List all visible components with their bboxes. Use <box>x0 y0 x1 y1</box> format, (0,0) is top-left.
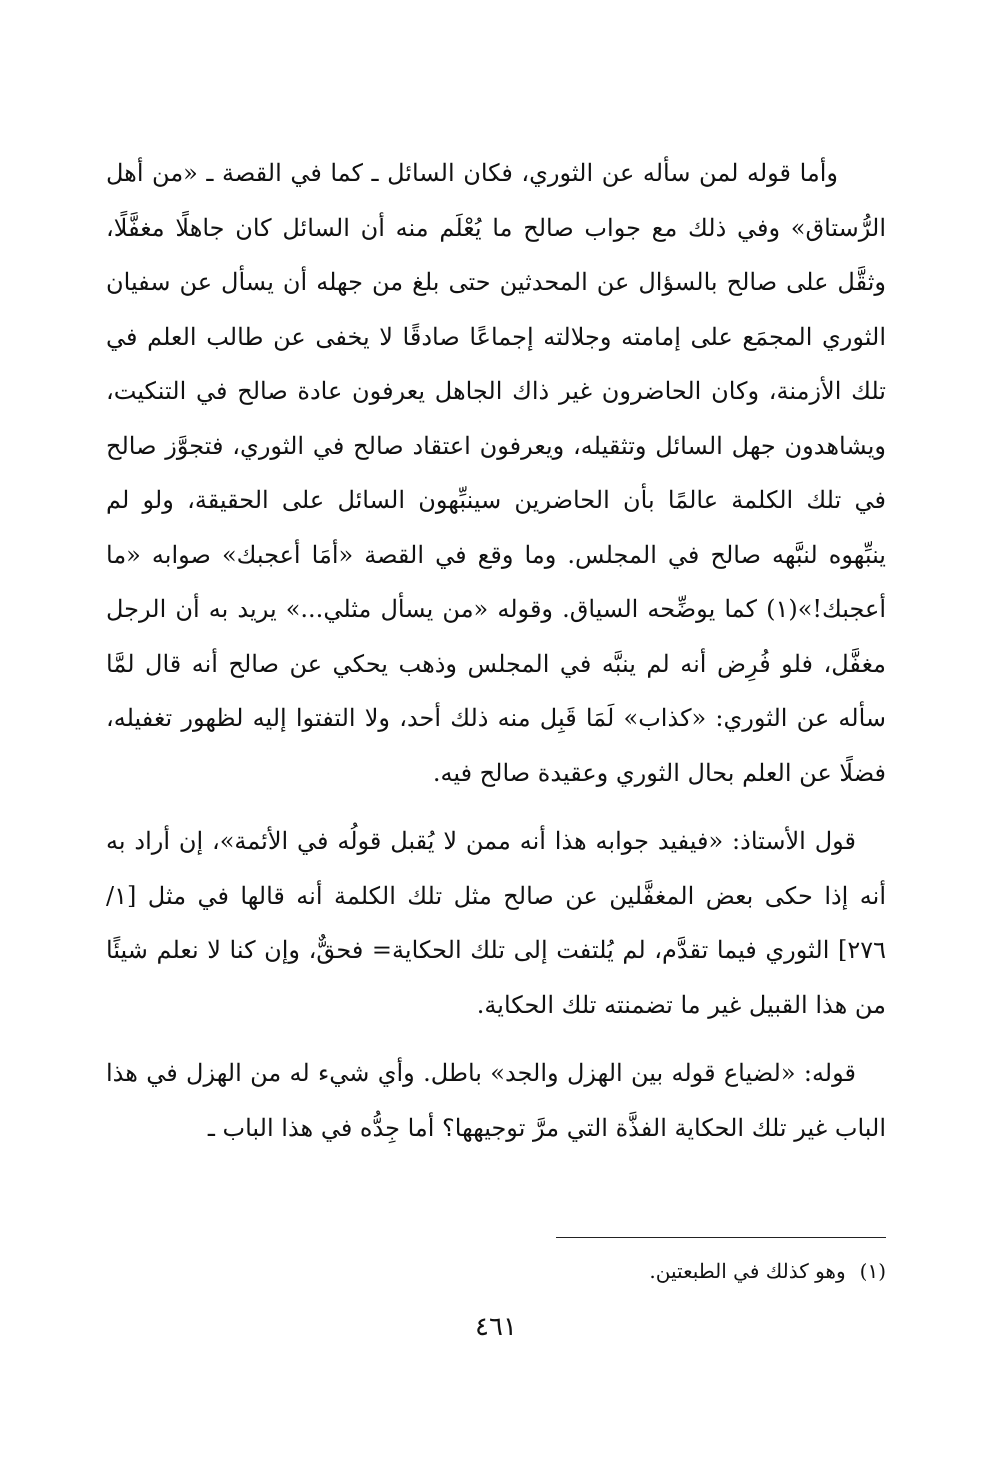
paragraph-3: قوله: «لضياع قوله بين الهزل والجد» باطل. وأي شيء له من الهزل في هذا الباب غير تلك الحكاية الفذَّة التي مرَّ توجيهها؟ أما جِدُّه في هذا الباب ـ <box>106 1059 886 1142</box>
footnote-text: وهو كذلك في الطبعتين. <box>649 1259 846 1283</box>
page-number: ٤٦١ <box>475 1312 517 1342</box>
main-text-block <box>106 146 886 1169</box>
footnote-marker: (١) <box>859 1259 886 1283</box>
paragraph-1: وأما قوله لمن سأله عن الثوري، فكان السائل ـ كما في القصة ـ «من أهل الرُّستاق» وفي ذلك مع جواب صالح ما يُعْلَم منه أن السائل كان جاهلًا مغفَّلًا، وثقَّل على صالح بالسؤال عن المحدثين حتى بلغ من جهله أن يسأل عن سفيان الثوري المجمَع على إمامته وجلالته إجماعًا صادقًا لا يخفى عن طالب العلم في تلك الأزمنة، وكان الحاضرون غير ذاك الجاهل يعرفون عادة صالح في التنكيت، ويشاهدون جهل السائل وتثقيله، ويعرفون اعتقاد صالح في الثوري، فتجوَّز صالح في تلك الكلمة عالمًا بأن الحاضرين سينبِّهون السائل على الحقيقة، ولو لم ينبِّهوه لنبَّهه صالح في المجلس. وما وقع في القصة «أمَا أعجبك» صوابه «ما أعجبك!»(١) كما يوضِّحه السياق. وقوله «من يسأل مثلي...» يريد به أن الرجل مغفَّل، فلو فُرِض أنه لم ينبَّه في المجلس وذهب يحكي عن صالح أنه قال لمَّا سأله عن الثوري: «كذاب» لَمَا قَبِل منه ذلك أحد، ولا التفتوا إليه لظهور تغفيله، فضلًا عن العلم بحال الثوري وعقيدة صالح فيه. <box>106 159 886 787</box>
paragraph-2: قول الأستاذ: «فيفيد جوابه هذا أنه ممن لا يُقبل قولُه في الأئمة»، إن أراد به أنه إذا حكى بعض المغفَّلين عن صالح مثل تلك الكلمة أنه قالها في مثل [١/ ٢٧٦] الثوري فيما تقدَّم، لم يُلتفت إلى تلك الحكاية= فحقٌّ، وإن كنا لا نعلم شيئًا من هذا القبيل غير ما تضمنته تلك الحكاية. <box>106 827 886 1019</box>
footnote-divider <box>556 1237 886 1238</box>
footnote <box>106 1254 886 1288</box>
